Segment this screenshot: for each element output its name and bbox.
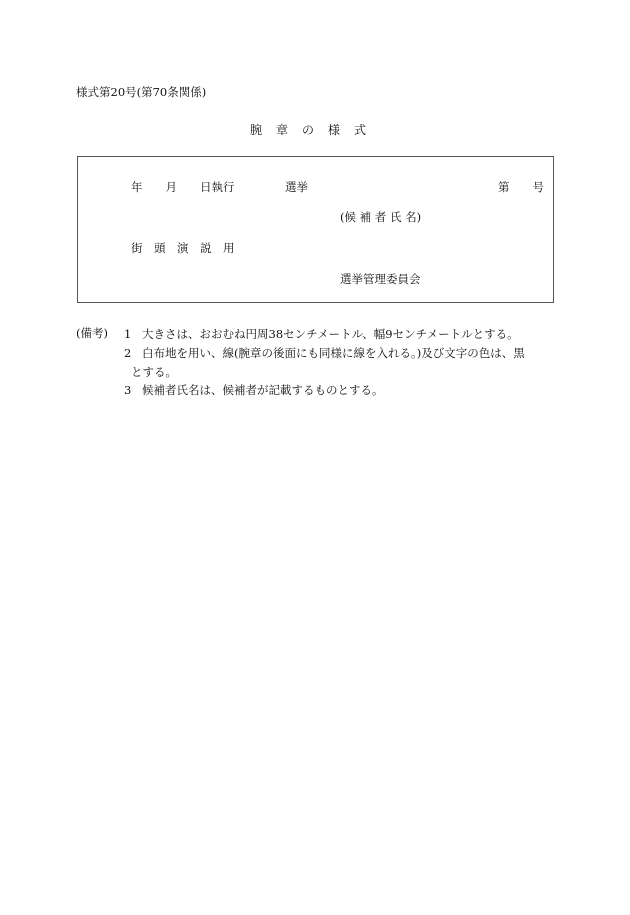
note-text: 大きさは、おおむね円周38センチメートル、幅9センチメートルとする。 <box>142 327 519 341</box>
execution-date-line: 年 月 日執行 <box>131 180 235 194</box>
note-item <box>124 381 556 400</box>
note-number: 3 <box>124 383 132 397</box>
note-number: 2 <box>124 346 132 360</box>
note-item <box>124 325 556 344</box>
note-text: 白布地を用い、線(腕章の後面にも同様に線を入れる。)及び文字の色は、黒 <box>142 346 525 360</box>
note-text: 候補者氏名は、候補者が記載するものとする。 <box>142 383 384 397</box>
armband-form-box <box>77 156 554 303</box>
form-number: 様式第20号(第70条関係) <box>76 85 207 99</box>
candidate-name-label: (候 補 者 氏 名) <box>340 210 422 224</box>
notes-label: (備考) <box>76 326 108 340</box>
note-number: 1 <box>124 327 132 341</box>
note-item <box>124 344 556 381</box>
street-speech-label: 街 頭 演 説 用 <box>131 241 235 255</box>
page-title: 腕章の様式 <box>249 123 380 137</box>
election-committee-label: 選挙管理委員会 <box>340 272 421 286</box>
note-text-continuation: とする。 <box>131 364 177 379</box>
election-label: 選挙 <box>285 180 308 194</box>
armband-number-label: 第 号 <box>498 180 544 194</box>
